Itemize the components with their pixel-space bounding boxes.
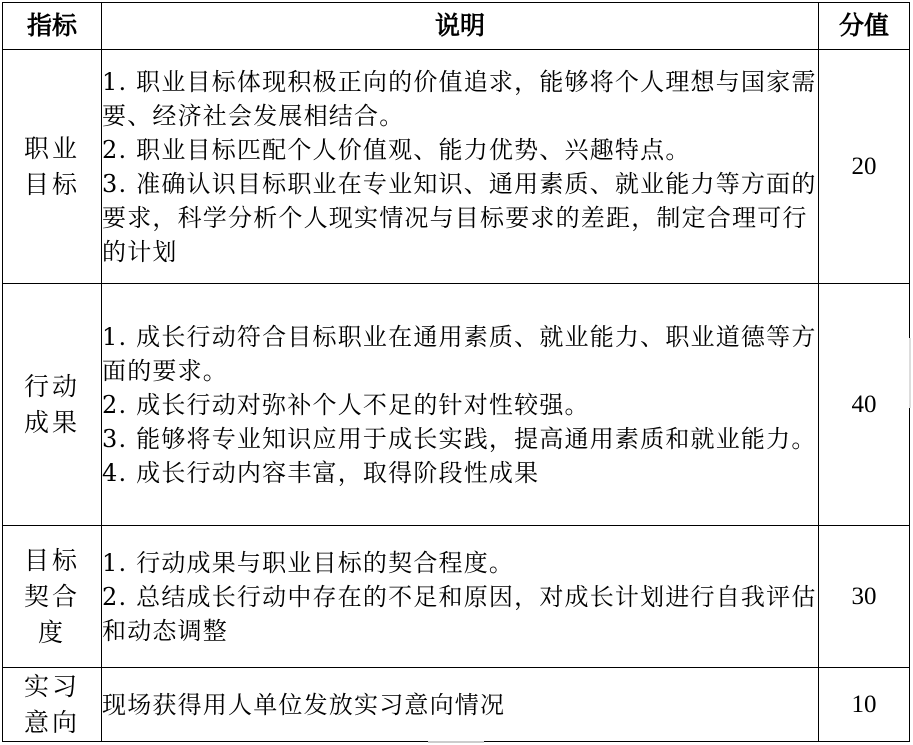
description-item: 1. 成长行动符合目标职业在通用素质、就业能力、职业道德等方面的要求。 [102,322,817,385]
score-cell: 40 [819,284,910,526]
score-cell: 10 [819,668,910,742]
description-item: 2. 成长行动对弥补个人不足的针对性较强。 [102,390,590,419]
indicator-text: 目标 [23,169,80,199]
description-item: 现场获得用人单位发放实习意向情况 [102,690,506,719]
description-item: 3. 能够将专业知识应用于成长实践，提高通用素质和就业能力。 [102,424,817,453]
table-row [3,526,910,668]
indicator-text: 职业 [23,133,80,163]
table-row [3,284,910,526]
indicator-text: 意向 [23,707,80,737]
indicator-cell [3,668,102,742]
indicator-cell [3,526,102,668]
indicator-cell [3,284,102,526]
score-cell: 20 [819,50,910,284]
scan-artifact-mark [428,741,484,743]
indicator-text: 目标 [23,545,80,575]
description-item: 1. 职业目标体现积极正向的价值追求，能够将个人理想与国家需要、经济社会发展相结合。 [102,67,817,130]
indicator-cell [3,50,102,284]
header-indicator: 指标 [3,3,102,50]
indicator-text: 成果 [23,407,80,437]
indicator-text: 实习 [23,671,80,701]
indicator-text: 度 [37,617,66,647]
description-cell [102,50,819,284]
scan-edge-mark [909,338,911,408]
description-item: 1. 行动成果与职业目标的契合程度。 [102,548,515,577]
header-description: 说明 [102,3,819,50]
header-row [3,3,910,50]
description-cell [102,668,819,742]
description-item: 3. 准确认识目标职业在专业知识、通用素质、就业能力等方面的要求，科学分析个人现实情况与目标要求的差距，制定合理可行的计划 [102,169,817,266]
score-cell: 30 [819,526,910,668]
table-row [3,668,910,742]
indicator-text: 契合 [23,581,80,611]
scoring-rubric-table [2,2,910,742]
header-score: 分值 [819,3,910,50]
description-item: 4. 成长行动内容丰富，取得阶段性成果 [102,458,540,487]
table-row [3,50,910,284]
description-cell [102,284,819,526]
description-item: 2. 总结成长行动中存在的不足和原因，对成长计划进行自我评估和动态调整 [102,582,817,645]
description-item: 2. 职业目标匹配个人价值观、能力优势、兴趣特点。 [102,135,691,164]
description-cell [102,526,819,668]
indicator-text: 行动 [23,371,80,401]
